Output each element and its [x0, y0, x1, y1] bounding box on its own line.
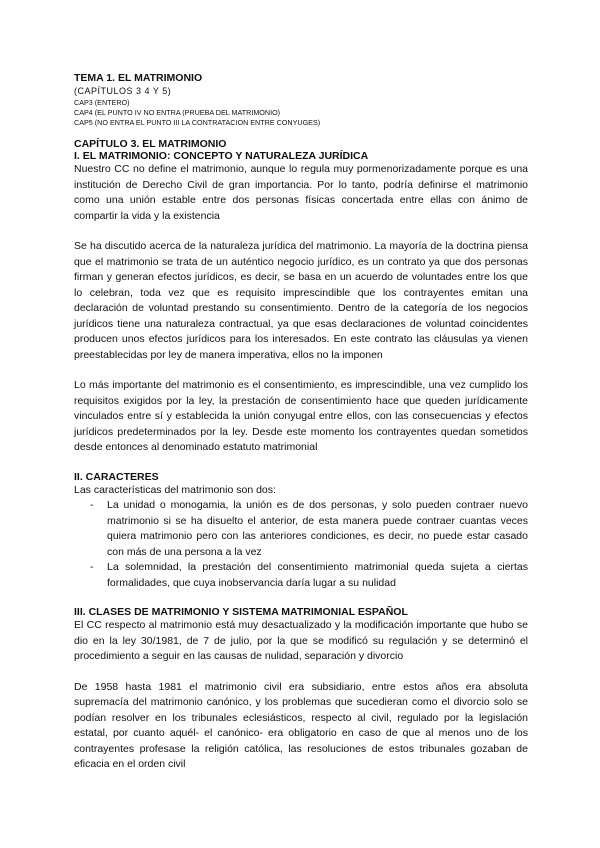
cap4-note: CAP4 (EL PUNTO IV NO ENTRA (PRUEBA DEL MATRIMONIO)	[74, 108, 281, 117]
dash-bullet: -	[90, 561, 94, 573]
paragraph-4: El CC respecto al matrimonio está muy desactualizado y la modificación importante que hubo se dio en la ley 30/1981, de 7 de julio, por la que se modificó su regulación y se determinó el procedimiento a seguir en las causas de nulidad, separación y divorcio	[74, 619, 528, 662]
characteristics-list	[74, 498, 528, 591]
list-item	[74, 560, 528, 591]
section2-heading: II. CARACTERES	[74, 470, 159, 483]
chapter-heading: CAPÍTULO 3. EL MATRIMONIO	[74, 138, 227, 150]
list-item	[74, 498, 528, 560]
cap3-note: CAP3 (ENTERO)	[74, 98, 130, 107]
dash-bullet: -	[90, 499, 94, 511]
list-item-text: La solemnidad, la prestación del consentimiento matrimonial queda sujeta a ciertas formalidades, que cuya inobservancia daría lugar a su nulidad	[107, 561, 528, 589]
paragraph-5: De 1958 hasta 1981 el matrimonio civil era subsidiario, entre estos años era absoluta supremacía del matrimonio canónico, y los problemas que sucedieran como el divorcio solo se podían resolver en los tribunales eclesiásticos, respecto al civil, regulado por la legislación estatal, por cuanto aquél- el canónico- era obligatorio en caso de que al menos uno de los contrayentes profesase la religión católica, las resoluciones de estos tribunales gozaban de eficacia en el orden civil	[74, 680, 528, 770]
section1-heading: I. EL MATRIMONIO: CONCEPTO Y NATURALEZA JURÍDICA	[74, 150, 369, 162]
section2-intro: Las características del matrimonio son dos:	[74, 483, 276, 496]
chapters-line: (CAPÍTULOS 3 4 Y 5)	[74, 86, 172, 96]
document-page	[74, 72, 528, 773]
section3-heading: III. CLASES DE MATRIMONIO Y SISTEMA MATRIMONIAL ESPAÑOL	[74, 606, 408, 618]
paragraph-1: Nuestro CC no define el matrimonio, aunque lo regula muy pormenorizadamente porque es una institución de Derecho Civil de gran importancia. Por lo tanto, podría definirse el matrimonio como una unión estable entre dos personas físicas concertada entre ellas con ánimo de compartir la vida y la existencia	[74, 163, 528, 222]
list-item-text: La unidad o monogamia, la unión es de dos personas, y solo pueden contraer nuevo matrimonio si se ha disuelto el anterior, de esta manera puede contraer cuantas veces quiera matrimonio pero con las anteriores condiciones, es decir, no puede estar casado con más de una persona a la vez	[107, 499, 528, 558]
paragraph-3: Lo más importante del matrimonio es el consentimiento, es imprescindible, una vez cumplido los requisitos exigidos por la ley, la prestación de consentimiento hace que queden jurídicamente vinculados entre sí y establecida la unión conyugal entre ellos, con las consecuencias y efectos jurídicos predeterminados por la ley. Desde este momento los contrayentes quedan sometidos desde entonces al denominado estatuto matrimonial	[74, 379, 528, 453]
cap5-note: CAP5 (NO ENTRA EL PUNTO III LA CONTRATACION ENTRE CONYUGES)	[74, 118, 321, 127]
paragraph-2: Se ha discutido acerca de la naturaleza jurídica del matrimonio. La mayoría de la doctrina piensa que el matrimonio se trata de un auténtico negocio jurídico, es un contrato ya que dos personas firman y generan efectos jurídicos, es decir, se basa en un acuerdo de voluntades entre los que lo celebran, toda vez que es requisito imprescindible que los contrayentes emitan una declaración de voluntad prestando su consentimiento. Dentro de la categoría de los negocios jurídicos tiene una naturaleza contractual, ya que esas declaraciones de voluntad coincidentes producen unos efectos jurídicos para los interesados. En este contrato las cláusulas ya vienen preestablecidas por ley de manera imperativa, ellos no la imponen	[74, 240, 528, 361]
document-title: TEMA 1. EL MATRIMONIO	[74, 72, 203, 84]
